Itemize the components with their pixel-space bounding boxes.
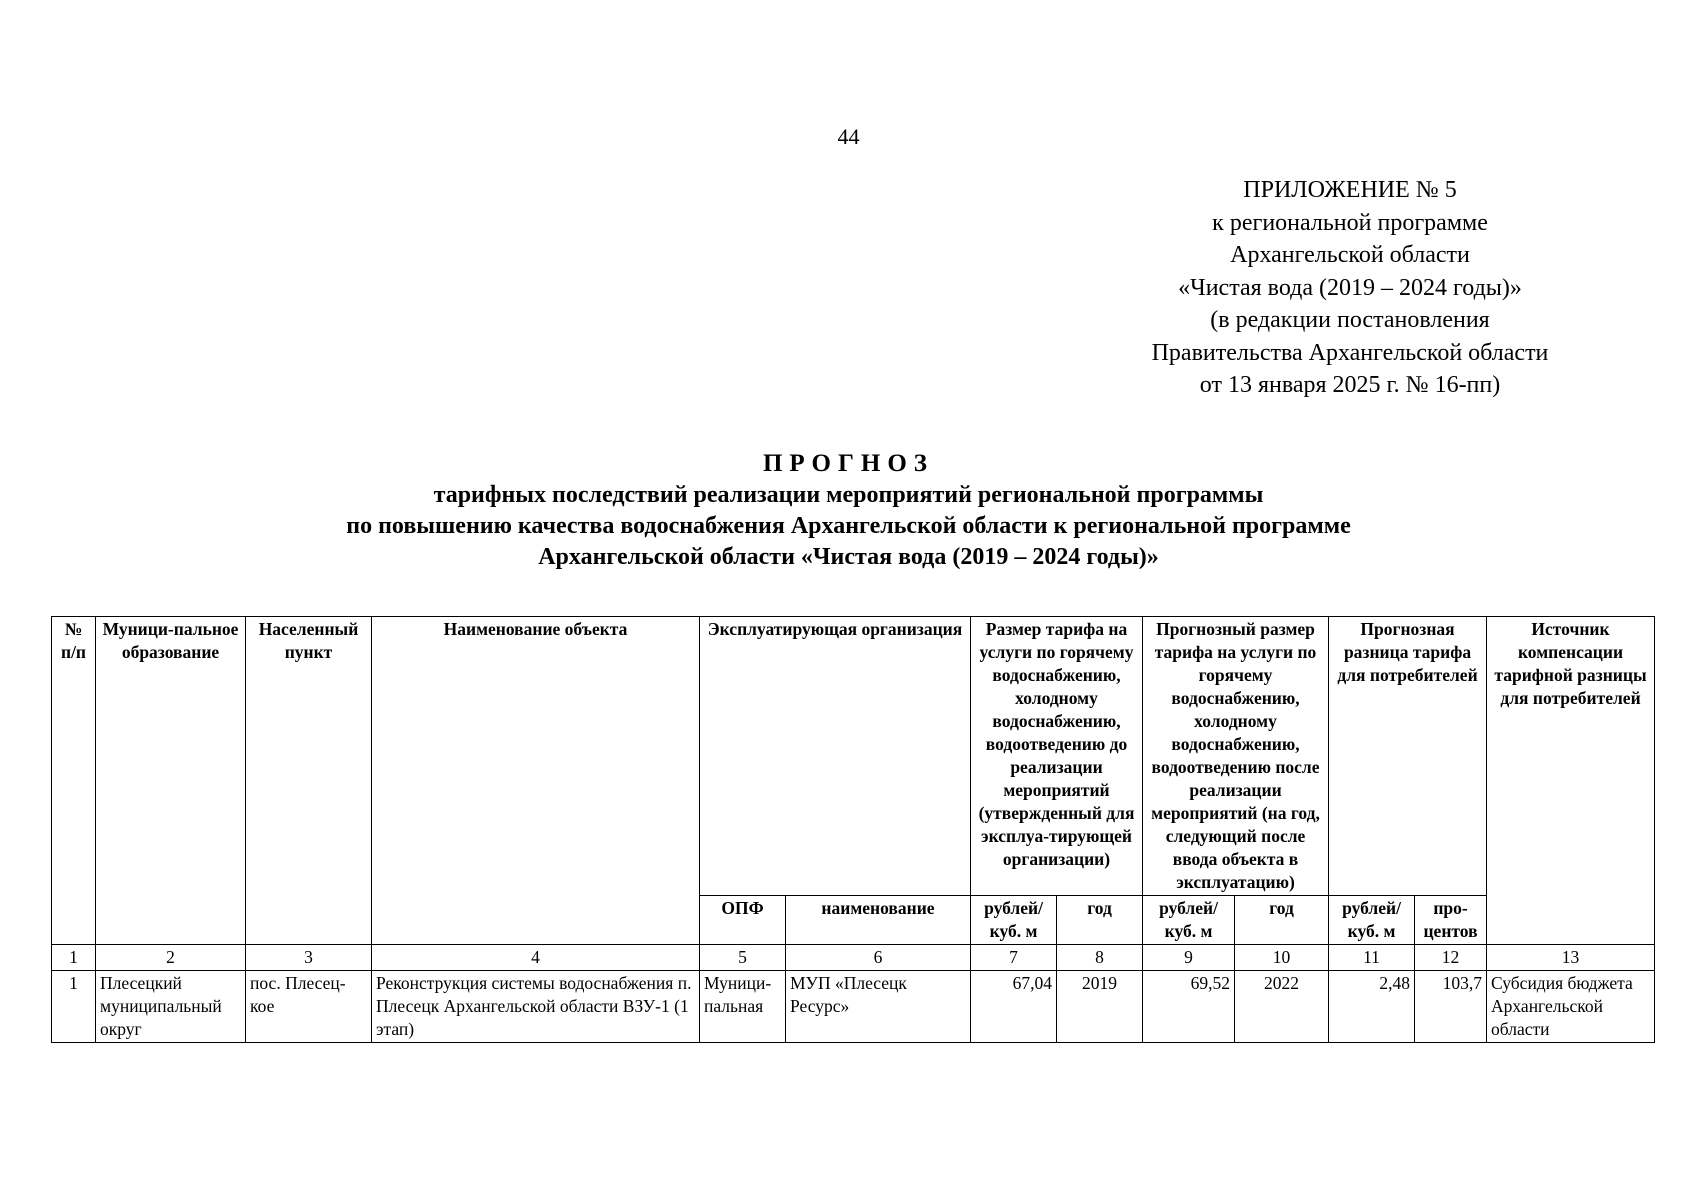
forecast-table (51, 616, 1655, 1043)
subheader-name: наименование (786, 896, 971, 945)
column-number-row (52, 945, 1655, 971)
header-tariff-after: Прогнозный размер тарифа на услуги по горячему водоснабжению, холодному водоснабжению, водоотведению после реализации мероприятий (на год, следующий после ввода объекта в эксплуатацию) (1143, 617, 1329, 896)
cell-tariff-before: 67,04 (971, 971, 1057, 1043)
column-number: 1 (52, 945, 96, 971)
appendix-line: Архангельской области (1230, 242, 1470, 268)
appendix-line: Правительства Архангельской области (1151, 339, 1549, 366)
column-number: 2 (96, 945, 246, 971)
cell-tariff-after: 69,52 (1143, 971, 1235, 1043)
cell-settlement: пос. Плесец-кое (246, 971, 372, 1043)
header-object-name: Наименование объекта (372, 617, 700, 945)
appendix-line: к региональной программе (1212, 209, 1488, 236)
cell-diff-rub: 2,48 (1329, 971, 1415, 1043)
appendix-header (1090, 174, 1610, 402)
column-number: 11 (1329, 945, 1415, 971)
cell-num: 1 (52, 971, 96, 1043)
appendix-line: (в редакции постановления (1210, 307, 1490, 333)
cell-year-after: 2022 (1235, 971, 1329, 1043)
header-operator: Эксплуатирующая организация (700, 617, 971, 896)
document-title (0, 448, 1697, 573)
subheader-percent-diff: про-центов (1415, 896, 1487, 945)
header-difference: Прогнозная разница тарифа для потребителей (1329, 617, 1487, 896)
header-tariff-before: Размер тарифа на услуги по горячему водоснабжению, холодному водоснабжению, водоотведению до реализации мероприятий (утвержденный для эксплуа-тирующей организации) (971, 617, 1143, 896)
column-number: 8 (1057, 945, 1143, 971)
cell-municipality: Плесецкий муниципальный округ (96, 971, 246, 1043)
subheader-year-before: год (1057, 896, 1143, 945)
appendix-line: от 13 января 2025 г. № 16-пп) (1199, 372, 1501, 398)
table-row (52, 971, 1655, 1043)
subheader-rub-diff: рублей/ куб. м (1329, 896, 1415, 945)
table-header-row (52, 617, 1655, 896)
title-main: ПРОГНОЗ (762, 450, 934, 477)
column-number: 3 (246, 945, 372, 971)
header-source: Источник компенсации тарифной разницы для потребителей (1487, 617, 1655, 945)
cell-year-before: 2019 (1057, 971, 1143, 1043)
cell-object-name: Реконструкция системы водоснабжения п. Плесецк Архангельской области ВЗУ-1 (1 этап) (372, 971, 700, 1043)
title-subline: тарифных последствий реализации мероприятий региональной программы (433, 482, 1264, 508)
column-number: 13 (1487, 945, 1655, 971)
cell-source: Субсидия бюджета Архангельской области (1487, 971, 1655, 1043)
subheader-year-after: год (1235, 896, 1329, 945)
appendix-line: ПРИЛОЖЕНИЕ № 5 (1243, 177, 1457, 203)
column-number: 9 (1143, 945, 1235, 971)
cell-operator-name: МУП «Плесецк Ресурс» (786, 971, 971, 1043)
header-municipality: Муници-пальное образование (96, 617, 246, 945)
title-subline: Архангельской области «Чистая вода (2019 – 2024 годы)» (538, 544, 1159, 570)
title-subline: по повышению качества водоснабжения Архангельской области к региональной программе (346, 513, 1351, 539)
column-number: 10 (1235, 945, 1329, 971)
column-number: 7 (971, 945, 1057, 971)
cell-opf: Муници-пальная (700, 971, 786, 1043)
header-num: № п/п (52, 617, 96, 945)
cell-diff-percent: 103,7 (1415, 971, 1487, 1043)
header-settlement: Населенный пункт (246, 617, 372, 945)
column-number: 12 (1415, 945, 1487, 971)
subheader-rub-after: рублей/ куб. м (1143, 896, 1235, 945)
page-number: 44 (837, 124, 860, 149)
subheader-opf: ОПФ (700, 896, 786, 945)
appendix-line: «Чистая вода (2019 – 2024 годы)» (1178, 274, 1522, 301)
column-number: 6 (786, 945, 971, 971)
column-number: 5 (700, 945, 786, 971)
column-number: 4 (372, 945, 700, 971)
subheader-rub-before: рублей/ куб. м (971, 896, 1057, 945)
